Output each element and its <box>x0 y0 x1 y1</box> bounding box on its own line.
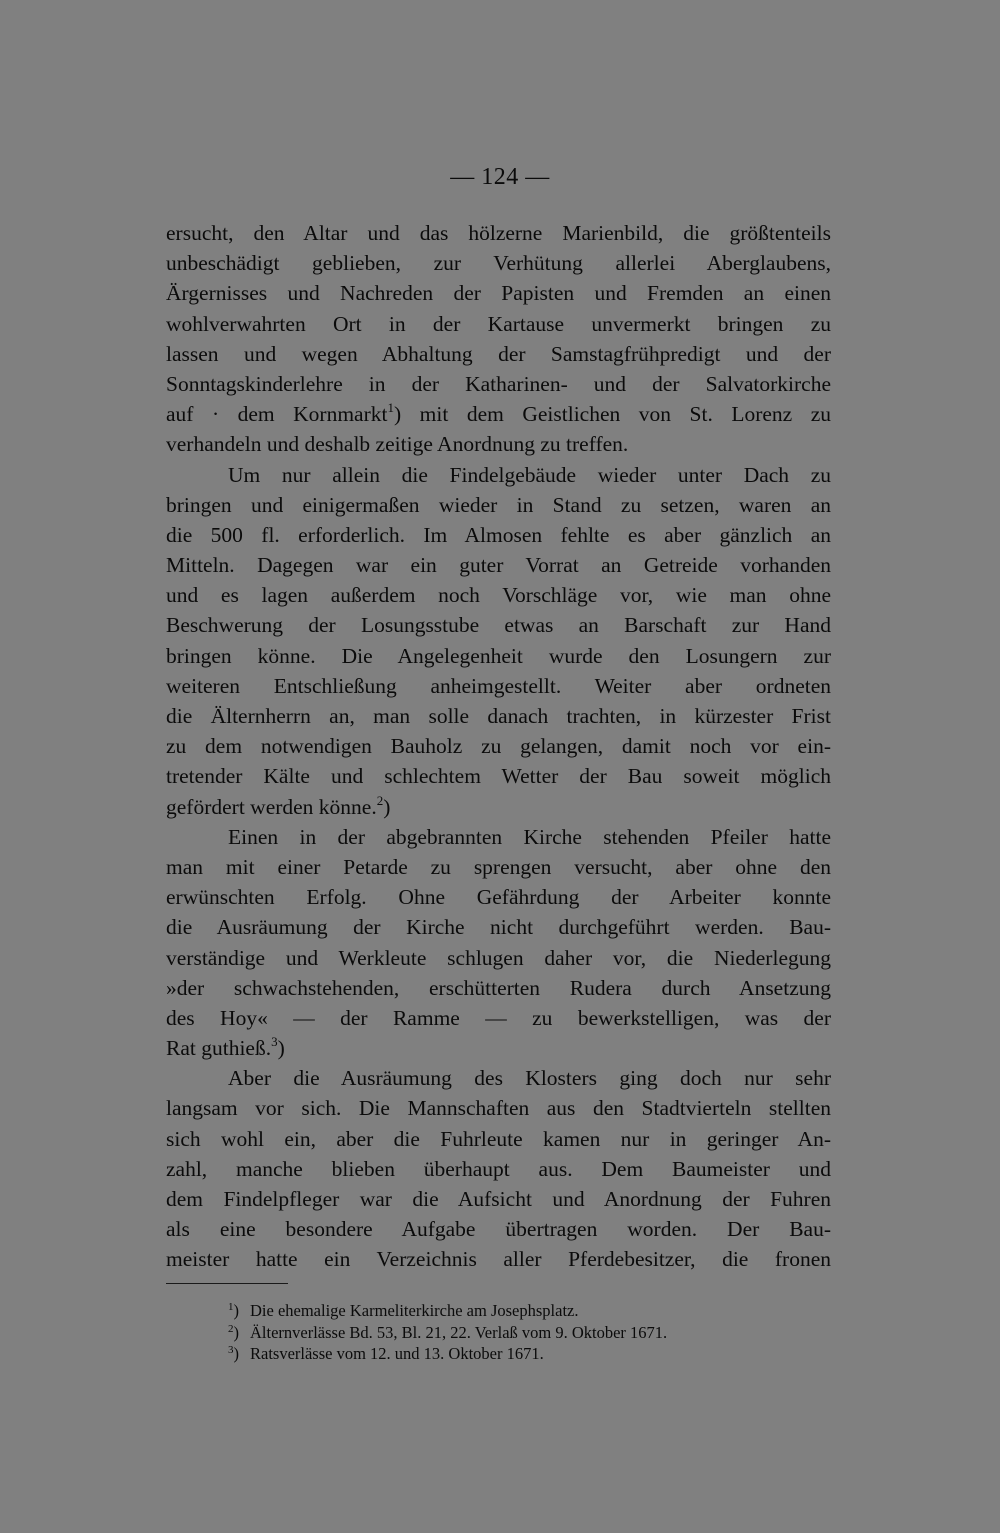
text-line: tretender Kälte und schlechtem Wetter der Bau soweit möglich <box>166 764 831 789</box>
text-line: die 500 fl. erforderlich. Im Almosen fehlte es aber gänzlich an <box>166 522 831 547</box>
text-line: die Älternherrn an, man solle danach trachten, in kürzester Frist <box>166 704 831 728</box>
footnote-marker: $^2$) <box>228 1322 239 1342</box>
text-line: sich wohl ein, aber die Fuhrleute kamen nur in geringer An- <box>166 1126 831 1151</box>
footnote-paren: ) <box>277 1036 285 1061</box>
text-line: zahl, manche blieben überhaupt aus. Dem Baumeister und <box>166 1156 831 1181</box>
text-line: dem Findelpfleger war die Aufsicht und Anordnung der Fuhren <box>166 1187 831 1211</box>
text-line: verhandeln und deshalb zeitige Anordnung zu treffen. <box>166 432 629 457</box>
text-line: weiteren Entschließung anheimgestellt. Weiter aber ordneten <box>166 673 831 698</box>
text-line <box>166 1033 831 1063</box>
text-line: und es lagen außerdem noch Vorschläge vor, wie man ohne <box>166 583 831 608</box>
text-fragment: auf · dem Kornmarkt <box>166 402 388 427</box>
text-line: bringen könne. Die Angelegenheit wurde den Losungern zur <box>166 643 831 668</box>
footnote <box>228 1343 848 1365</box>
text-fragment: mit dem Geistlichen von St. Lorenz zu <box>401 402 832 427</box>
footnote-text: Ratsverlässe vom 12. und 13. Oktober 1671. <box>250 1344 544 1363</box>
text-line: verständige und Werkleute schlugen daher vor, die Niederlegung <box>166 945 831 970</box>
footnote-paren: ) <box>383 794 391 819</box>
text-line: Aber die Ausräumung des Klosters ging doch nur sehr <box>228 1066 831 1091</box>
footnote-text: Älternverlässe Bd. 53, Bl. 21, 22. Verlaß vom 9. Oktober 1671. <box>250 1322 668 1342</box>
text-line: »der schwachstehenden, erschütterten Rudera durch Ansetzung <box>166 975 831 1000</box>
footnote-text: Die ehemalige Karmeliterkirche am Josephsplatz. <box>250 1301 579 1320</box>
text-line <box>166 792 831 822</box>
text-fragment: Rat guthieß. <box>166 1036 272 1061</box>
text-line: Ärgernisses und Nachreden der Papisten und Fremden an einen <box>166 281 831 306</box>
footnote <box>228 1322 848 1344</box>
footnote-reference: 2 <box>376 792 384 808</box>
text-line: zu dem notwendigen Bauholz zu gelangen, damit noch vor ein- <box>166 734 831 759</box>
footnote <box>228 1300 848 1322</box>
text-line: bringen und einigermaßen wieder in Stand zu setzen, waren an <box>166 492 831 517</box>
footnote-reference: 1 <box>387 400 394 416</box>
footnotes <box>228 1300 848 1365</box>
footnote-marker: $^3$) <box>228 1344 239 1363</box>
page-number: — 124 — <box>450 164 550 190</box>
text-line: lassen und wegen Abhaltung der Samstagfrühpredigt und der <box>166 341 831 366</box>
footnote-divider <box>166 1283 288 1284</box>
text-line: Mitteln. Dagegen war ein guter Vorrat an Getreide vorhanden <box>166 553 831 578</box>
text-line: ersucht, den Altar und das hölzerne Marienbild, die größtenteils <box>166 221 831 245</box>
text-line <box>166 399 831 429</box>
text-line: unbeschädigt geblieben, zur Verhütung allerlei Aberglaubens, <box>166 251 831 276</box>
footnote-paren: ) <box>393 402 402 427</box>
text-line: man mit einer Petarde zu sprengen versucht, aber ohne den <box>166 854 831 879</box>
text-line: des Hoy« — der Ramme — zu bewerkstelligen, was der <box>166 1005 831 1030</box>
text-fragment: gefördert werden könne. <box>166 794 377 819</box>
text-line: langsam vor sich. Die Mannschaften aus den Stadtvierteln stellten <box>166 1096 831 1121</box>
text-line: meister hatte ein Verzeichnis aller Pferdebesitzer, die fronen <box>166 1247 831 1272</box>
footnote-reference: 3 <box>271 1034 278 1050</box>
footnote-marker: $^1$) <box>228 1301 239 1320</box>
text-line: Sonntagskinderlehre in der Katharinen- und der Salvatorkirche <box>166 371 831 396</box>
text-line: Um nur allein die Findelgebäude wieder unter Dach zu <box>228 462 831 487</box>
text-line: die Ausräumung der Kirche nicht durchgeführt werden. Bau- <box>166 915 831 940</box>
text-line: erwünschten Erfolg. Ohne Gefährdung der Arbeiter konnte <box>166 885 831 910</box>
body-text <box>166 218 831 1275</box>
text-line: als eine besondere Aufgabe übertragen worden. Der Bau- <box>166 1217 831 1242</box>
text-line: Beschwerung der Losungsstube etwas an Barschaft zur Hand <box>166 613 831 638</box>
text-line: Einen in der abgebrannten Kirche stehenden Pfeiler hatte <box>228 824 831 849</box>
text-line: wohlverwahrten Ort in der Kartause unvermerkt bringen zu <box>166 311 831 336</box>
